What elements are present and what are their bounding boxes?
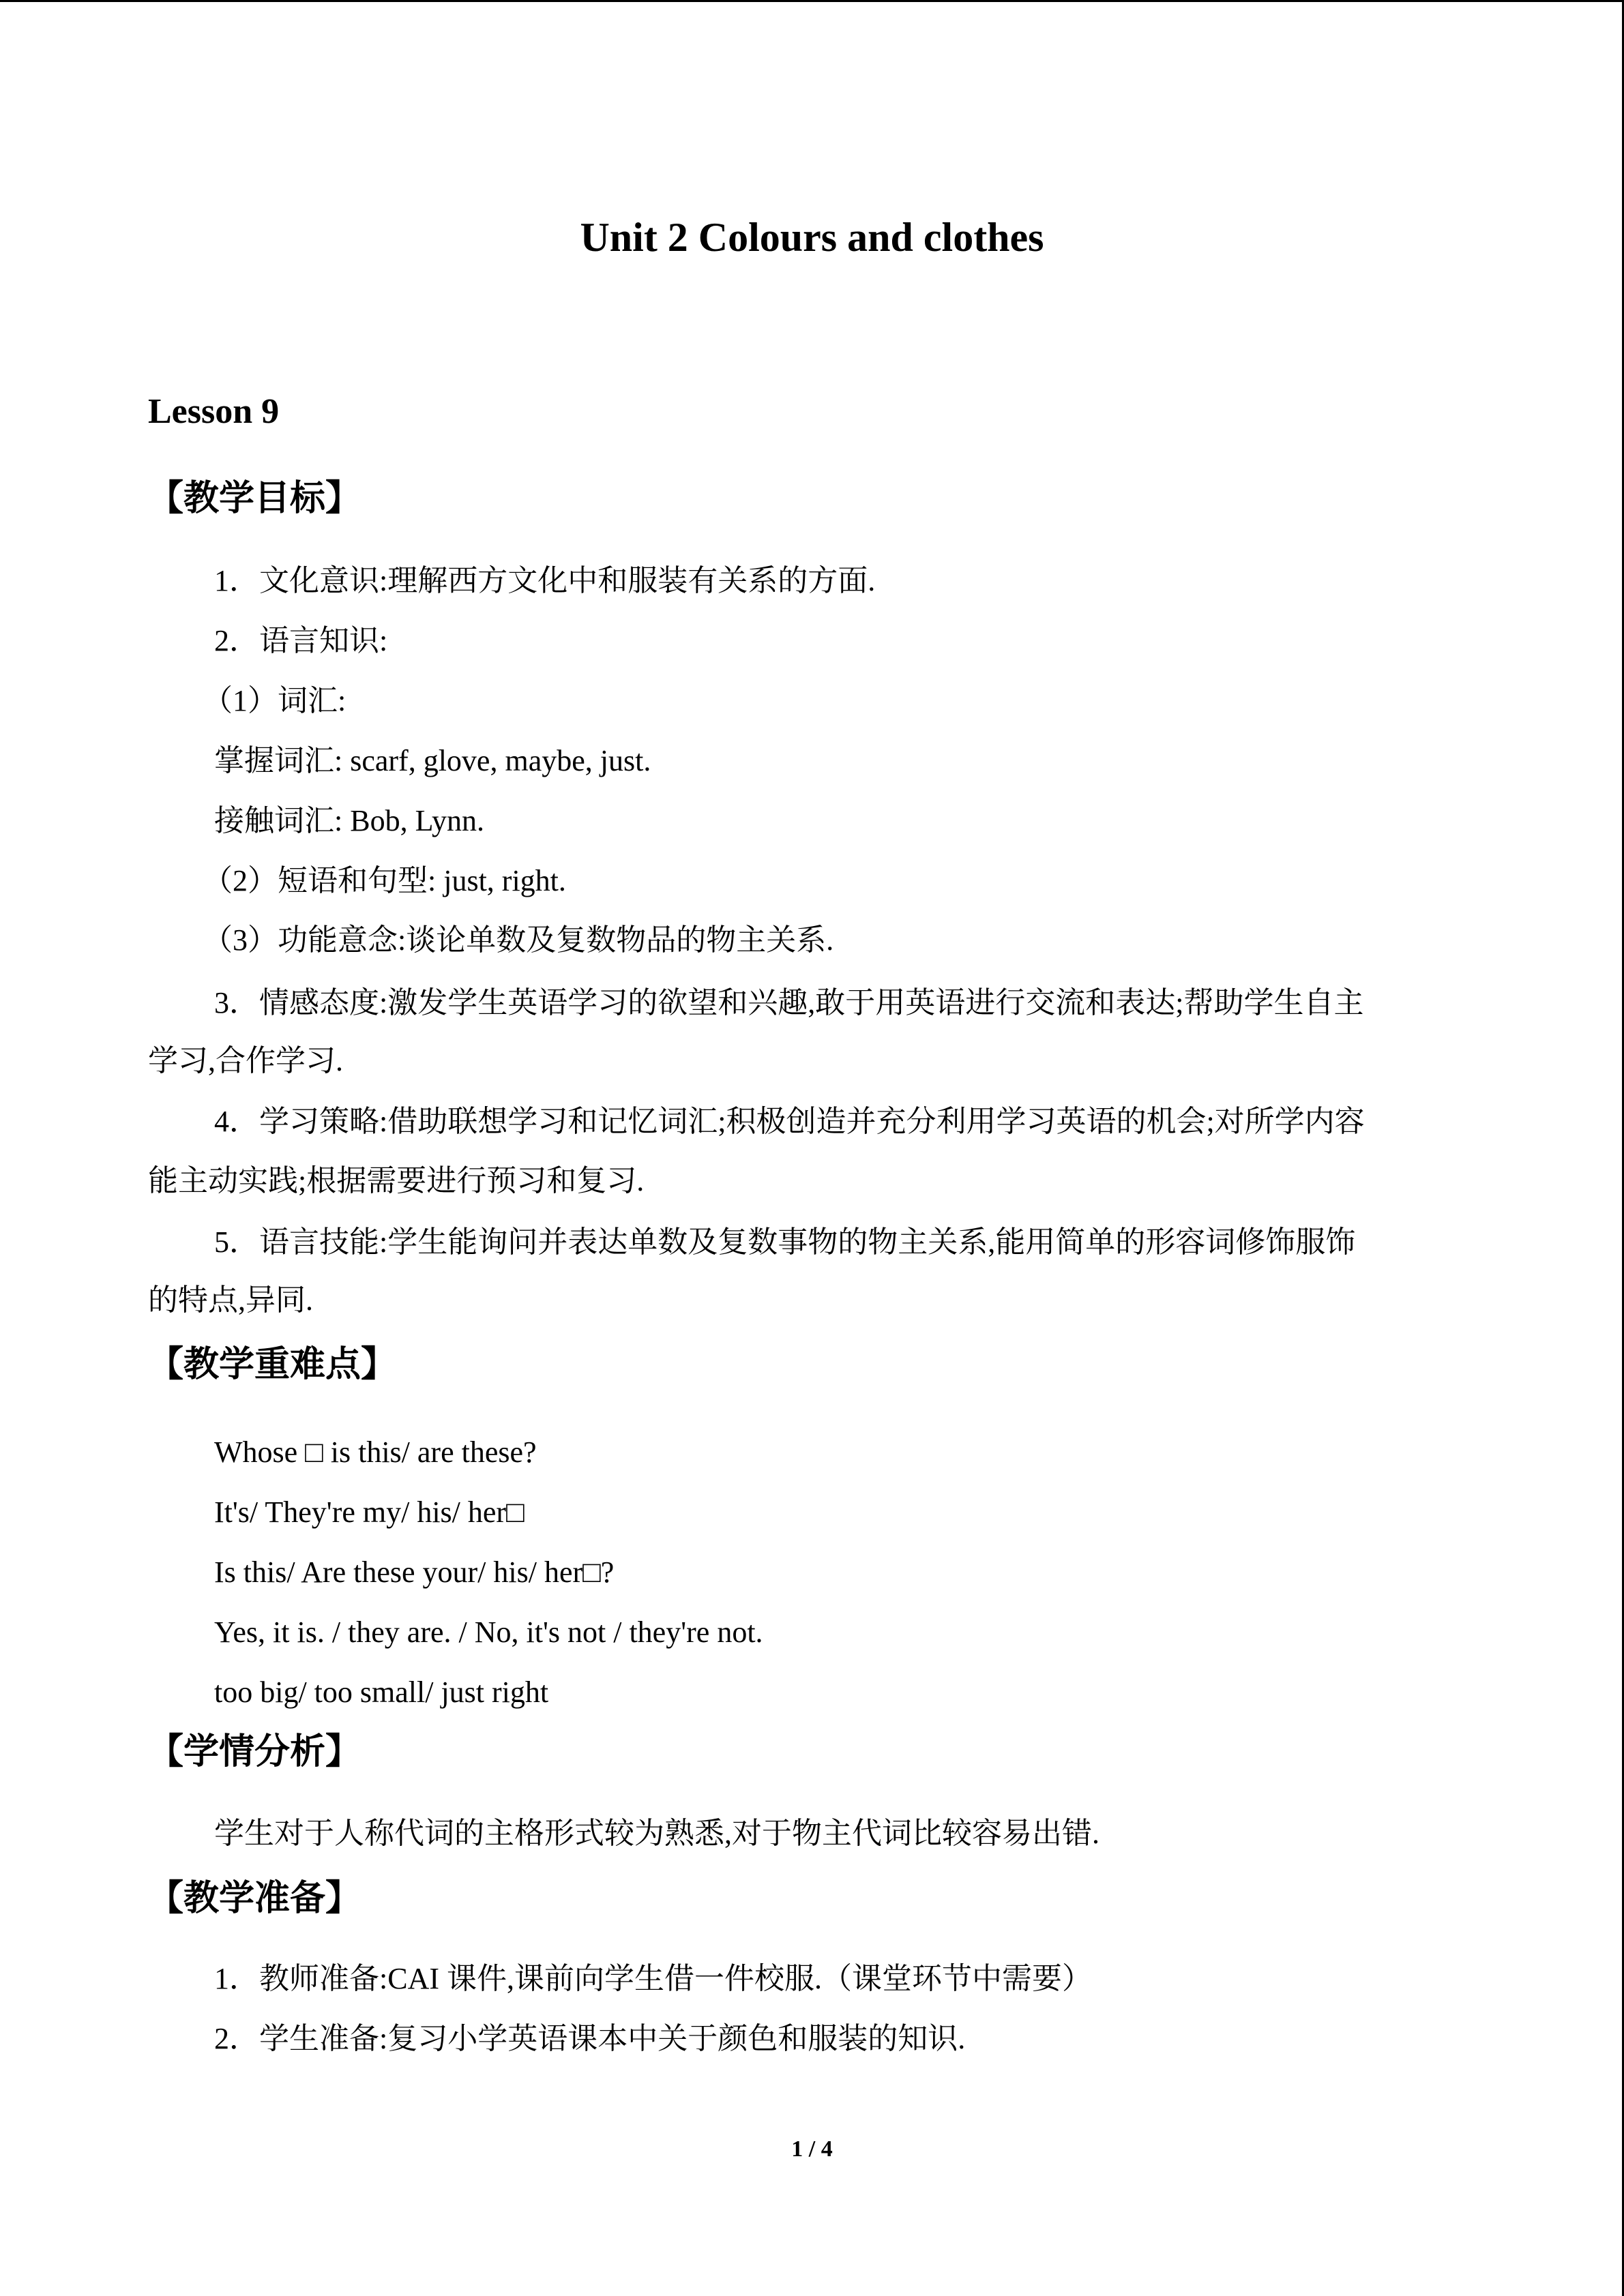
objective-line: 2．语言知识: bbox=[214, 624, 388, 657]
analysis-line: 学生对于人称代词的主格形式较为熟悉,对于物主代词比较容易出错. bbox=[214, 1817, 1099, 1850]
key-point-line: Is this/ Are these your/ his/ her□? bbox=[214, 1555, 615, 1589]
page-number: 1 / 4 bbox=[791, 2136, 833, 2162]
objective-line: 接触词汇: Bob, Lynn. bbox=[214, 804, 485, 837]
section-heading-preparation: 【教学准备】 bbox=[148, 1879, 361, 1918]
section-heading-objectives: 【教学目标】 bbox=[148, 479, 361, 518]
objective-line: （1）词汇: bbox=[203, 684, 346, 717]
document-title: Unit 2 Colours and clothes bbox=[580, 215, 1044, 260]
section-heading-key-points: 【教学重难点】 bbox=[148, 1345, 397, 1384]
objective-line: （2）短语和句型: just, right. bbox=[203, 864, 566, 897]
objective-line: 学习,合作学习. bbox=[148, 1044, 343, 1077]
page-border-top bbox=[0, 0, 1624, 2]
section-heading-analysis: 【学情分析】 bbox=[148, 1733, 361, 1772]
objective-line: 能主动实践;根据需要进行预习和复习. bbox=[148, 1164, 645, 1197]
objective-line: （3）功能意念:谈论单数及复数物品的物主关系. bbox=[203, 923, 834, 957]
objective-line: 掌握词汇: scarf, glove, maybe, just. bbox=[214, 744, 651, 777]
key-point-line: Yes, it is. / they are. / No, it's not / they're not. bbox=[214, 1615, 763, 1649]
preparation-line: 2．学生准备:复习小学英语课本中关于颜色和服装的知识. bbox=[214, 2022, 966, 2055]
preparation-line: 1．教师准备:CAI 课件,课前向学生借一件校服.（课堂环节中需要） bbox=[214, 1962, 1092, 1995]
objective-line: 的特点,异同. bbox=[148, 1283, 313, 1317]
objective-line: 5．语言技能:学生能询问并表达单数及复数事物的物主关系,能用简单的形容词修饰服饰 bbox=[214, 1225, 1356, 1259]
key-point-line: too big/ too small/ just right bbox=[214, 1675, 549, 1709]
key-point-line: Whose □ is this/ are these? bbox=[214, 1435, 537, 1469]
key-point-line: It's/ They're my/ his/ her□ bbox=[214, 1495, 525, 1529]
lesson-heading: Lesson 9 bbox=[148, 392, 280, 431]
objective-line: 4．学习策略:借助联想学习和记忆词汇;积极创造并充分利用学习英语的机会;对所学内容 bbox=[214, 1105, 1365, 1138]
objective-line: 3．情感态度:激发学生英语学习的欲望和兴趣,敢于用英语进行交流和表达;帮助学生自主 bbox=[214, 986, 1364, 1019]
objective-line: 1．文化意识:理解西方文化中和服装有关系的方面. bbox=[214, 564, 876, 597]
